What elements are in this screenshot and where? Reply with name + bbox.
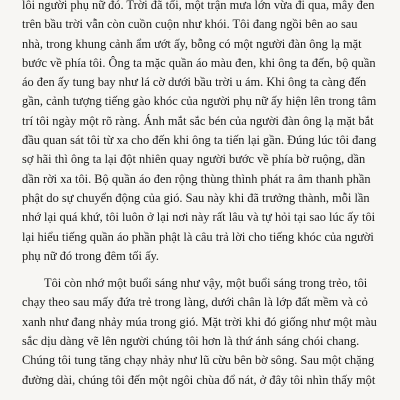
paragraph-1 bbox=[22, 0, 380, 266]
text-line: đường dài, chúng tôi đến một ngôi chùa đổ nát, ở đây tôi nhìn thấy một bbox=[22, 372, 376, 387]
text-line: lại hiểu tiếng quần áo phần phật là câu trả lời cho tiếng khóc của người bbox=[22, 229, 374, 244]
text-line: dần rời xa tôi. Bộ quần áo đen rộng thùng thình phát ra âm thanh phần bbox=[22, 171, 371, 186]
text-line: trên bầu trời vẫn còn cuồn cuộn như khói. Tôi đang ngồi bên ao sau bbox=[22, 17, 358, 32]
text-line: phật do sự chuyển động của gió. Sau này khi đã trưởng thành, mỗi lần bbox=[22, 190, 370, 205]
text-line: xanh như đang nhảy múa trong gió. Mặt trời khi đó giống như một màu bbox=[22, 314, 377, 329]
text-line: gần, cảnh tượng tiếng gào khóc của người phụ nữ ấy hiện lên trong tâm bbox=[22, 94, 377, 109]
text-line: bước về phía tôi. Ông ta mặc quần áo màu đen, khi ông ta đến, bộ quần bbox=[22, 55, 376, 70]
text-line: nhà, trong khung cảnh ẩm ướt ấy, bỗng có một người đàn ông lạ mặt bbox=[22, 36, 362, 51]
text-line: chạy theo sau mấy đứa trẻ trong làng, dưới chân là lớp đất mềm và cỏ bbox=[22, 295, 368, 310]
text-line: đầu quan sát tôi từ xa cho đến khi ông ta tiến lại gần. Đúng lúc tôi đang bbox=[22, 133, 377, 148]
text-line: nhớ lại quá khứ, tôi luôn ở lại nơi này rất lâu và tự hỏi tại sao lúc ấy tôi bbox=[22, 210, 376, 225]
paragraph-2 bbox=[22, 274, 380, 390]
text-line: sợ hãi thì ông ta lại đột nhiên quay người bước về phía bờ ruộng, dần bbox=[22, 152, 366, 167]
text-line: lôi người phụ nữ đó. Trời đã tối, một trận mưa lớn vừa đi qua, mây đen bbox=[22, 0, 375, 12]
text-line: trí tôi ngày một rõ ràng. Ánh mắt sắc bén của người đàn ông lạ mặt bắt bbox=[22, 113, 374, 128]
text-line: Tôi còn nhớ một buổi sáng như vậy, một buổi sáng trong trẻo, tôi bbox=[44, 276, 368, 291]
text-line: Chúng tôi tung tăng chạy nhảy như lũ cừu bên bờ sông. Sau một chặng bbox=[22, 353, 375, 368]
text-line: áo đen ấy tung bay như lá cờ dưới bầu trời u ám. Khi ông ta càng đến bbox=[22, 75, 367, 90]
text-line: phụ nữ đó trong đêm tối ấy. bbox=[22, 248, 160, 263]
text-line: sắc dịu dàng vẽ lên người chúng tôi hơn là thứ ánh sáng chói chang. bbox=[22, 334, 360, 349]
